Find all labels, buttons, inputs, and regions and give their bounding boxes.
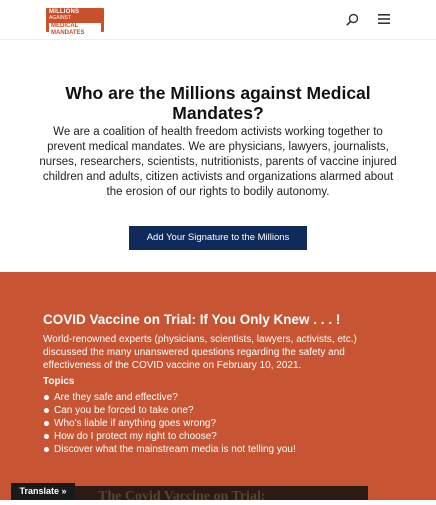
- logo-line-3: MEDICAL MANDATES: [49, 23, 101, 37]
- section-title: COVID Vaccine on Trial: If You Only Knew . . . !: [43, 312, 341, 327]
- topics-list: [43, 391, 383, 456]
- list-item: Can you be forced to take one?: [43, 404, 383, 417]
- section-description: World-renowned experts (physicians, scientists, lawyers, activists, etc.) discussed the many unanswered questions regarding the safety and effectiveness of the COVID vaccine on February 10, 2021.: [43, 334, 357, 371]
- topics-heading: Topics: [43, 376, 75, 387]
- list-item: How do I protect my right to choose?: [43, 430, 383, 443]
- site-header: [0, 0, 436, 40]
- video-thumbnail[interactable]: [68, 486, 368, 504]
- hero-description: We are a coalition of health freedom activists working together to prevent medical mandates. We are physicians, lawyers, journalists, nurses, researchers, scientists, nutritionists, parents of vaccine injured children and adults, citizen activists and organizations alarmed about the erosion of our rights to bodily autonomy.: [39, 126, 397, 198]
- logo-line-1: MILLIONS: [49, 9, 80, 15]
- site-logo[interactable]: [46, 8, 104, 36]
- search-icon[interactable]: [346, 13, 359, 26]
- list-item: Who's liable if anything goes wrong?: [43, 417, 383, 430]
- add-signature-button[interactable]: Add Your Signature to the Millions: [129, 226, 307, 250]
- hamburger-menu-icon[interactable]: [378, 13, 390, 25]
- hero-section: [0, 41, 436, 272]
- hero-title: Who are the Millions against Medical Mandates?: [65, 83, 371, 123]
- translate-button[interactable]: Translate »: [11, 483, 75, 500]
- logo-line-2: AGAINST: [49, 15, 71, 21]
- list-item: Are they safe and effective?: [43, 391, 383, 404]
- video-title: The Covid Vaccine on Trial:: [98, 489, 266, 504]
- covid-trial-section: [0, 272, 436, 504]
- list-item: Discover what the mainstream media is not telling you!: [43, 443, 383, 456]
